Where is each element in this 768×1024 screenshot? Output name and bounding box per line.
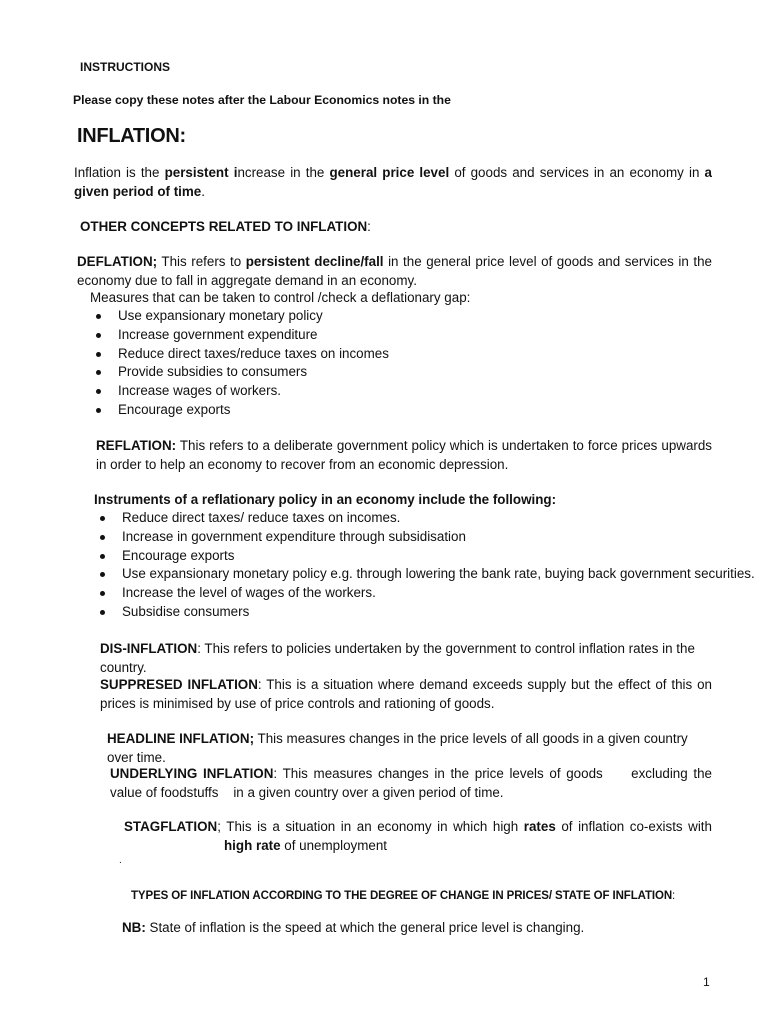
deflation-term: DEFLATION; [77,254,158,269]
list-item: Reduce direct taxes/reduce taxes on incomes [93,345,389,364]
underlying-inflation-definition: UNDERLYING INFLATION: This measures changes in the price levels of goods excluding the value of foodstuffs in a given country over a given period of time. [110,766,716,800]
list-item: Increase in government expenditure through subsidisation [97,528,755,547]
other-concepts-heading: OTHER CONCEPTS RELATED TO INFLATION: [80,219,371,234]
nb-note: NB: State of inflation is the speed at which the general price level is changing. [122,920,585,935]
headline-inflation-definition: HEADLINE INFLATION; This measures changes in the price levels of all goods in a given country over time. [107,731,688,765]
deflation-measures-list [93,307,389,420]
list-item: Increase government expenditure [93,326,389,345]
list-item: Increase wages of workers. [93,382,389,401]
underlying-inflation-term: UNDERLYING INFLATION [110,766,274,781]
headline-inflation-term: HEADLINE INFLATION; [107,731,255,746]
reflation-definition: REFLATION: This refers to a deliberate government policy which is undertaken to force prices upwards in order to help an economy to recover from an economic depression. [96,438,712,472]
list-item: Reduce direct taxes/ reduce taxes on incomes. [97,509,755,528]
deflation-definition: DEFLATION; This refers to persistent decline/fall in the general price level of goods and services in the economy due to fall in aggregate demand in an economy. [77,254,712,288]
list-item: Subsidise consumers [97,603,755,622]
stray-dot: . [119,855,122,866]
stagflation-term: STAGFLATION [124,819,218,834]
list-item: Use expansionary monetary policy e.g. through lowering the bank rate, buying back government securities. [97,565,755,584]
instruments-list [97,509,755,622]
page-number: 1 [703,975,710,989]
suppressed-inflation-term: SUPPRESED INFLATION [100,677,258,692]
nb-label: NB: [122,920,146,935]
page-title: INFLATION: [77,125,186,147]
deflation-measures-intro: Measures that can be taken to control /check a deflationary gap: [90,290,471,305]
list-item: Encourage exports [93,401,389,420]
list-item: Use expansionary monetary policy [93,307,389,326]
list-item: Provide subsidies to consumers [93,363,389,382]
copy-note: Please copy these notes after the Labour Economics notes in the [73,93,451,107]
types-heading: TYPES OF INFLATION ACCORDING TO THE DEGREE OF CHANGE IN PRICES/ STATE OF INFLATION: [131,890,676,902]
suppressed-inflation-definition: SUPPRESED INFLATION: This is a situation where demand exceeds supply but the effect of this on prices is minimised by use of price controls and rationing of goods. [100,677,712,711]
inflation-definition: Inflation is the persistent increase in the general price level of goods and services in an economy in a given period of time. [74,165,712,199]
reflation-term: REFLATION: [96,438,177,453]
instruments-heading: Instruments of a reflationary policy in an economy include the following: [94,492,557,507]
disinflation-term: DIS-INFLATION [100,641,198,656]
disinflation-definition: DIS-INFLATION: This refers to policies undertaken by the government to control inflation rates in the country. [100,641,695,675]
instructions-label: INSTRUCTIONS [80,60,170,74]
list-item: Increase the level of wages of the workers. [97,584,755,603]
stagflation-definition: STAGFLATION; This is a situation in an economy in which high rates of inflation co-exists with high rate of unemployment [124,819,712,853]
list-item: Encourage exports [97,547,755,566]
